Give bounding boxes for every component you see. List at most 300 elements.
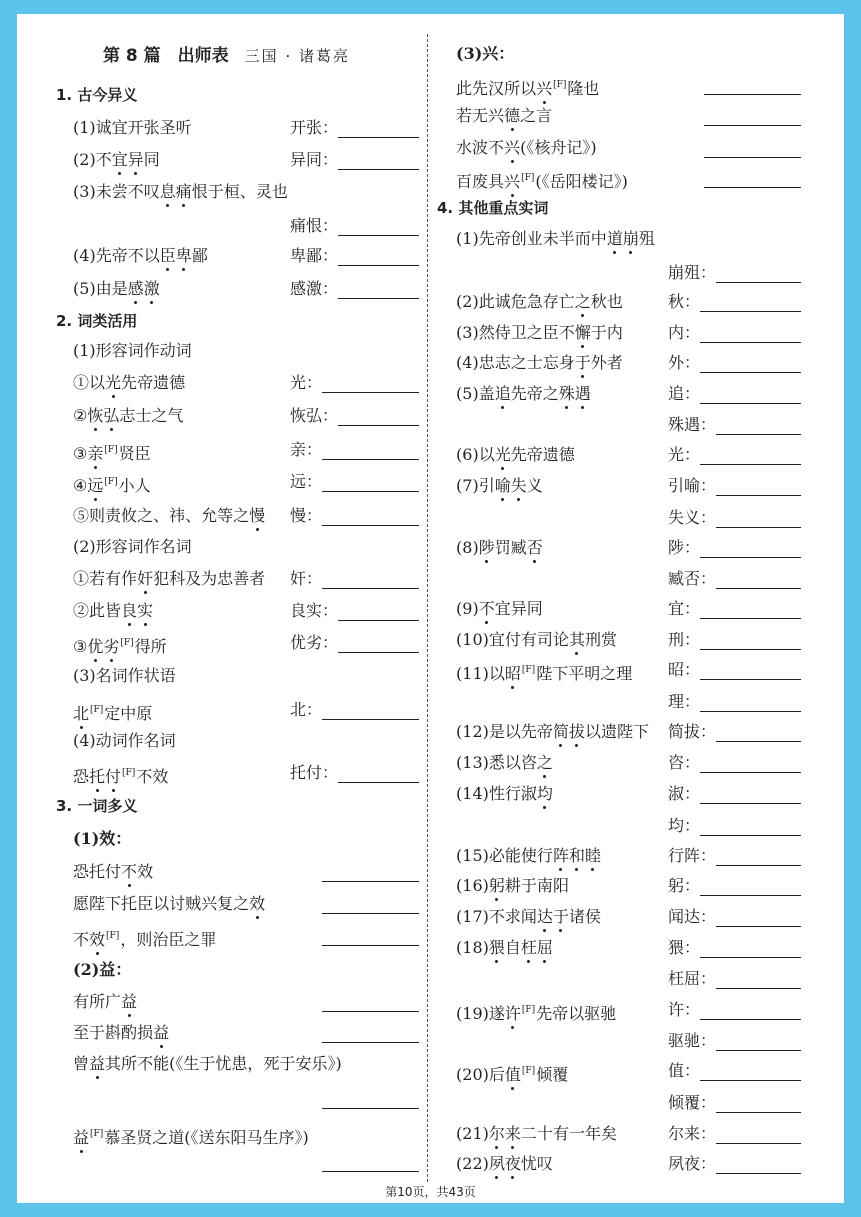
answer-blank[interactable] [704,94,801,95]
item-char: 8 [472,938,483,957]
item-char: 以 [504,722,521,741]
answer-label: 托付： [290,763,339,782]
item-text [456,876,569,895]
item-char: 以 [584,722,601,741]
section-heading: 1. 古今异义 [56,86,138,104]
sub-heading: (1)效： [73,829,132,848]
item-char: 攸 [121,506,138,525]
item-char: 1 [462,722,473,741]
answer-blank[interactable] [322,491,419,492]
key-char: 来 [504,1124,521,1143]
item-char: 广 [105,992,122,1011]
item-char: 先 [510,384,527,403]
answer-blank[interactable] [716,865,801,866]
item-char: ) [472,476,479,495]
item-char: 由 [95,279,112,298]
item-char: 所 [504,79,521,98]
item-char: 南 [536,876,553,895]
item-text [73,767,121,786]
item-char: 患 [231,1054,248,1073]
item-text [456,784,553,803]
answer-blank[interactable] [716,495,801,496]
item-text [456,229,655,248]
item-text [73,476,103,495]
item-char: 先 [95,246,112,265]
answer-blank[interactable] [700,772,801,773]
superscript-mark: [F] [104,445,118,455]
exercise-item [456,1124,617,1144]
answer-blank[interactable] [322,719,419,720]
item-char: 生 [183,1054,200,1073]
item-char: 志 [494,353,511,372]
item-char: 其 [105,1054,122,1073]
key-char: 光 [494,445,511,464]
key-char: 阵 [552,846,569,865]
item-char: 托 [89,862,106,881]
answer-label: 值： [668,1061,701,1080]
item-text [456,722,649,741]
item-char: 恐 [73,862,90,881]
item-char: 罚 [494,538,511,557]
answer-label: 北： [290,700,323,719]
key-char: 枉 [520,938,537,957]
item-char: 臣 [137,894,154,913]
answer-label: 良实： [290,601,339,620]
key-char: 拔 [568,722,585,741]
item-text [456,138,597,157]
item-text [73,862,153,881]
answer-blank[interactable] [338,265,419,266]
item-char: ) [472,323,479,342]
item-char: 自 [504,938,521,957]
item-char: 身 [558,353,575,372]
answer-blank[interactable] [704,157,801,158]
item-char: 8 [462,538,473,557]
item-char: 此 [478,292,495,311]
answer-label: 宜： [668,599,701,618]
answer-label: 光： [290,373,323,392]
item-char: 耕 [504,876,521,895]
exercise-item [73,472,151,496]
answer-label: 光： [668,445,701,464]
answer-blank[interactable] [322,945,419,946]
item-char: 二 [520,1124,537,1143]
answer-blank[interactable] [322,1011,419,1012]
item-char: 无 [472,106,489,125]
item-char: ( [73,246,80,265]
item-text [73,279,160,298]
item-char: 4 [79,246,90,265]
item-text [73,1023,169,1042]
key-char: 效 [89,930,106,949]
item-char: ) [482,846,489,865]
item-char: 遗 [600,722,617,741]
answer-blank[interactable] [338,620,419,621]
answer-blank[interactable] [700,618,801,619]
key-char: 德 [504,106,521,125]
answer-blank[interactable] [704,187,801,188]
answer-blank[interactable] [338,652,419,653]
item-char: 2 [79,150,90,169]
superscript-mark: [F] [521,1066,536,1076]
item-char: 矣 [600,1124,617,1143]
item-char: 2 [462,1065,473,1084]
item-text [73,406,183,425]
item-char: 宜 [488,630,505,649]
key-char: 夙 [488,1154,505,1173]
item-char: ( [456,1065,463,1084]
answer-blank[interactable] [700,679,801,680]
superscript-mark: [F] [521,665,536,675]
key-char: 失 [510,476,527,495]
answer-label: 咨： [668,753,701,772]
item-char: 行 [536,846,553,865]
key-char: 益 [153,1023,170,1042]
item-char: 汉 [488,79,505,98]
superscript-mark: [F] [122,768,136,778]
item-char: 言 [536,106,553,125]
item-char: ) [482,1154,489,1173]
item-char: 未 [542,229,559,248]
answer-label: 躬： [668,876,701,895]
answer-blank[interactable] [716,741,801,742]
item-char: ( [456,353,463,372]
answer-blank[interactable] [700,835,801,836]
answer-blank[interactable] [700,342,801,343]
answer-blank[interactable] [716,1050,801,1051]
item-char: 年 [584,1124,601,1143]
item-char: 0 [472,630,483,649]
item-char: 6 [462,445,473,464]
item-char: 先 [478,229,495,248]
key-char: 优 [87,637,104,656]
key-char: 喻 [494,476,511,495]
answer-label: 失义： [668,508,717,527]
key-char: 屈 [536,938,553,957]
key-char: 远 [87,476,104,495]
key-char: 痛 [175,182,192,201]
item-char: 此 [456,79,473,98]
exercise-item [456,630,617,650]
item-char: 臧 [510,538,527,557]
answer-label: 异同： [290,150,339,169]
item-char: ( [456,1124,463,1143]
exercise-item [456,323,623,343]
exercise-item [73,633,167,657]
item-char: 1 [462,876,473,895]
answer-label: 殊遇： [668,415,717,434]
item-text [456,907,601,926]
answer-blank[interactable] [700,803,801,804]
exercise-item [456,846,601,866]
answer-label: 痛恨： [290,216,339,235]
answer-blank[interactable] [322,525,419,526]
key-char: 奸 [137,569,154,588]
item-char: 帝 [536,722,553,741]
answer-blank[interactable] [338,235,419,236]
item-text [73,444,103,463]
answer-blank[interactable] [716,282,801,283]
item-text [456,445,575,464]
exercise-item [73,406,183,426]
answer-blank[interactable] [700,957,801,958]
item-char: 所 [89,992,106,1011]
answer-blank[interactable] [322,459,419,460]
exercise-item [456,168,628,192]
item-char: 诸 [568,907,585,926]
item-text [456,664,521,683]
item-char: 皆 [105,601,122,620]
item-char: 6 [472,876,483,895]
answer-blank[interactable] [700,1080,801,1081]
item-text: 小人 [118,476,151,495]
item-char: 忠 [217,569,234,588]
item-char: ( [456,876,463,895]
item-char: 效 [137,862,154,881]
superscript-mark: [F] [106,931,120,941]
item-text: 慕圣贤之道(《送东阳马生序》) [104,1128,309,1147]
key-char: 猥 [488,938,505,957]
item-char: 叹 [536,1154,553,1173]
answer-blank[interactable] [716,926,801,927]
answer-blank[interactable] [322,588,419,589]
item-char: 陛 [89,894,106,913]
item-text [73,246,208,265]
key-char: 北 [73,704,90,723]
answer-blank[interactable] [716,1112,801,1113]
exercise-item [456,138,597,158]
exercise-item [456,876,569,896]
item-char: 废 [472,172,489,191]
item-char: 先 [121,373,138,392]
item-text: (《岳阳楼记》) [535,172,628,191]
answer-blank[interactable] [338,782,419,783]
item-char: 2 [462,1154,473,1173]
item-char: 波 [472,138,489,157]
answer-blank[interactable] [322,913,419,914]
item-char: 《 [175,1054,184,1073]
item-char: ( [456,907,463,926]
item-char: 闻 [520,907,537,926]
item-char: 十 [536,1124,553,1143]
item-char: 使 [520,846,537,865]
item-char: 付 [105,862,122,881]
item-char: 者 [606,353,623,372]
item-char: 之 [151,406,168,425]
answer-blank[interactable] [322,1108,419,1109]
item-text: 隆也 [567,79,600,98]
item-char: 能 [504,846,521,865]
item-char: 具 [488,172,505,191]
item-char: 、 [153,506,170,525]
item-char: 诚 [494,292,511,311]
item-char: 咨 [520,753,537,772]
item-text [73,150,160,169]
key-char: 益 [121,992,138,1011]
item-char: 求 [504,907,521,926]
answer-blank[interactable] [700,311,801,312]
answer-blank[interactable] [700,649,801,650]
key-char: 陟 [478,538,495,557]
item-text [456,846,601,865]
item-char: ( [73,279,80,298]
item-text [73,637,119,656]
item-text [456,323,623,342]
item-char: 同 [526,599,543,618]
answer-blank[interactable] [338,137,419,138]
item-char: ( [456,753,463,772]
answer-blank[interactable] [716,1173,801,1174]
exercise-item [73,926,216,950]
item-char: 舟 [550,138,567,157]
superscript-mark: [F] [521,1005,536,1015]
item-char: 以 [504,753,521,772]
answer-blank[interactable] [700,557,801,558]
answer-label: 猥： [668,938,701,957]
superscript-mark: [F] [120,638,134,648]
answer-blank[interactable] [700,464,801,465]
item-char: 科 [169,569,186,588]
key-char: 许 [504,1004,521,1023]
key-char: 实 [137,601,154,620]
item-char: 之 [526,323,543,342]
answer-label: 引喻： [668,476,717,495]
item-char: 刑 [584,630,601,649]
answer-label: 行阵： [668,846,717,865]
item-text [456,1065,521,1084]
item-char: ( [456,229,463,248]
item-char: 为 [201,569,218,588]
item-char: 记 [566,138,583,157]
answer-blank[interactable] [338,169,419,170]
item-char: 2 [462,1124,473,1143]
key-char: 昭 [504,664,521,683]
item-char: 业 [526,229,543,248]
exercise-item [73,894,265,914]
item-text [73,601,153,620]
item-char: 损 [137,1023,154,1042]
answer-blank[interactable] [322,392,419,393]
key-char: 懈 [574,323,591,342]
item-char: 允 [201,506,218,525]
superscript-mark: [F] [521,173,535,183]
exercise-item [73,279,160,299]
item-char: 5 [462,384,473,403]
answer-blank[interactable] [338,425,419,426]
item-char: 酌 [121,1023,138,1042]
item-char: ( [456,664,463,683]
answer-blank[interactable] [716,434,801,435]
item-char: 一 [568,1124,585,1143]
item-text [456,292,623,311]
key-char: 益 [89,1054,106,1073]
key-char: 否 [526,538,543,557]
item-char: 4 [472,784,483,803]
key-char: 和 [568,846,585,865]
answer-label: 陟： [668,538,701,557]
answer-blank[interactable] [700,711,801,712]
item-char: 3 [462,323,473,342]
item-text [456,106,552,125]
item-char: 愿 [73,894,90,913]
item-char: 于 [520,876,537,895]
item-text: 得所 [134,637,167,656]
item-text [73,182,288,201]
item-char: ) [472,538,479,557]
item-char: ) [482,1065,489,1084]
item-char: 死 [263,1054,280,1073]
item-char: 1 [462,630,473,649]
item-char: 之 [233,506,250,525]
item-char: 不 [558,323,575,342]
key-char: 激 [143,279,160,298]
exercise-item [73,700,152,724]
exercise-item [456,599,543,619]
item-char: 之 [510,353,527,372]
answer-blank[interactable] [716,988,801,989]
item-text [73,992,137,1011]
sub-heading: (2)益： [73,960,132,979]
item-char: 则 [89,506,106,525]
item-text [456,384,591,403]
item-char: 不 [127,182,144,201]
item-char: 外 [590,353,607,372]
item-char: 桓 [223,182,240,201]
sub-heading: (1)形容词作动词 [73,341,192,360]
item-char: 核 [534,138,551,157]
answer-blank[interactable] [700,895,801,896]
answer-blank[interactable] [700,403,801,404]
item-char: ③ [73,637,88,656]
answer-blank[interactable] [716,1143,801,1144]
answer-blank[interactable] [700,372,801,373]
item-char: 性 [488,784,505,803]
item-char: 宜 [494,599,511,618]
item-char: 善 [233,569,250,588]
item-char: 臣 [542,323,559,342]
answer-blank[interactable] [322,1042,419,1043]
item-char: 百 [456,172,473,191]
answer-blank[interactable] [338,298,419,299]
item-char: ) [472,445,479,464]
item-char: ) [482,876,489,895]
item-char: 有 [520,630,537,649]
item-char: 3 [472,753,483,772]
answer-blank[interactable] [716,527,801,528]
item-char: 以 [488,664,505,683]
item-char: 遗 [542,445,559,464]
answer-label: 内： [668,323,701,342]
exercise-item [456,1000,616,1024]
item-char: ， [247,1054,264,1073]
exercise-item [73,150,160,170]
answer-label: 慢： [290,506,323,525]
answer-label: 昭： [668,660,701,679]
answer-blank[interactable] [716,588,801,589]
item-char: ( [456,445,463,464]
answer-blank[interactable] [700,1019,801,1020]
answer-blank[interactable] [704,125,801,126]
title-author: 三国 · 诸葛亮 [244,47,350,65]
key-char: 崩 [622,229,639,248]
item-char: 帝 [494,229,511,248]
answer-label: 闻达： [668,907,717,926]
item-char: 以 [520,79,537,98]
answer-blank[interactable] [322,1171,419,1172]
exercise-item [456,938,553,958]
answer-blank[interactable] [322,881,419,882]
item-char: 侯 [584,907,601,926]
